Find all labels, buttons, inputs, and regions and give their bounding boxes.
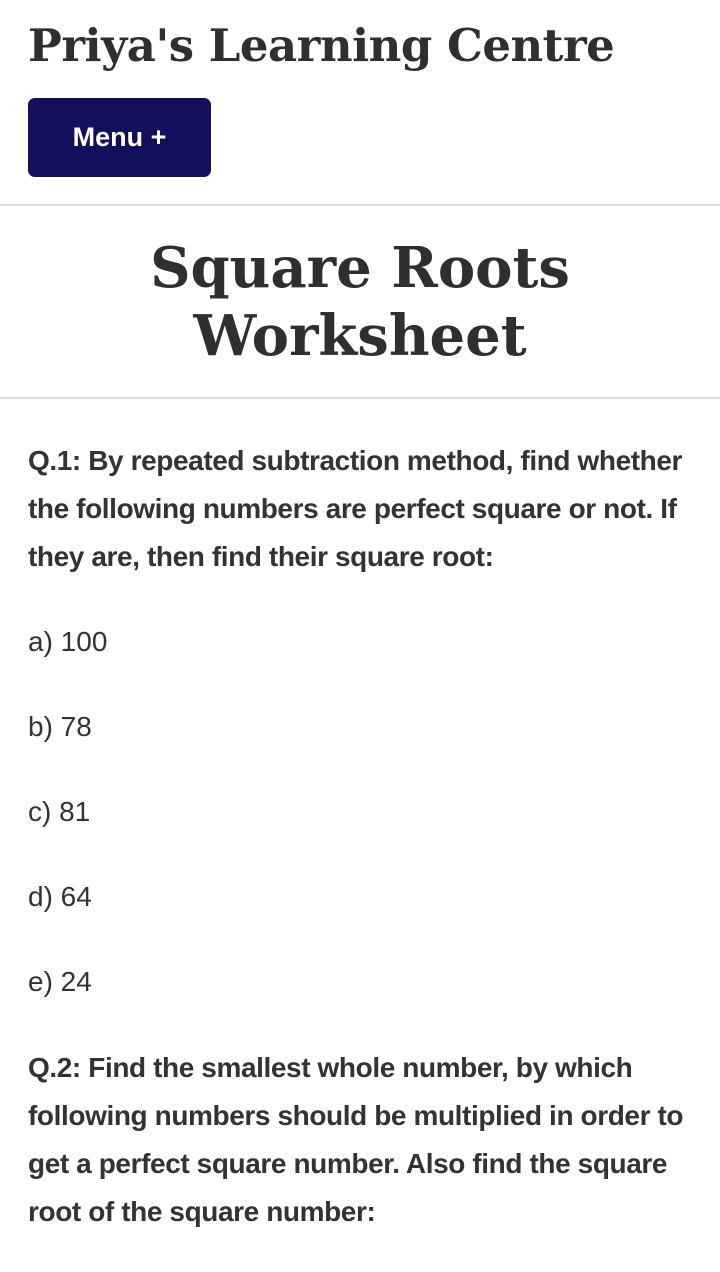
site-title[interactable]: Priya's Learning Centre — [28, 19, 615, 72]
question-1: Q.1: By repeated subtraction method, find whether the following numbers are perfect square or not. If they are, then find their square root: — [28, 445, 683, 572]
option-b: b) 78 — [28, 711, 92, 742]
option-c: c) 81 — [28, 796, 91, 827]
worksheet-content — [0, 399, 720, 1236]
page-title-section — [0, 206, 720, 397]
question-2: Q.2: Find the smallest whole number, by which following numbers should be multiplied in order to get a perfect square number. Also find the square root of the square number: — [28, 1052, 684, 1227]
option-e: e) 24 — [28, 966, 92, 997]
menu-button[interactable]: Menu + — [28, 98, 211, 177]
option-a: a) 100 — [28, 626, 108, 657]
page-title: Square Roots Worksheet — [150, 234, 570, 369]
site-header — [0, 0, 720, 192]
option-d: d) 64 — [28, 881, 92, 912]
